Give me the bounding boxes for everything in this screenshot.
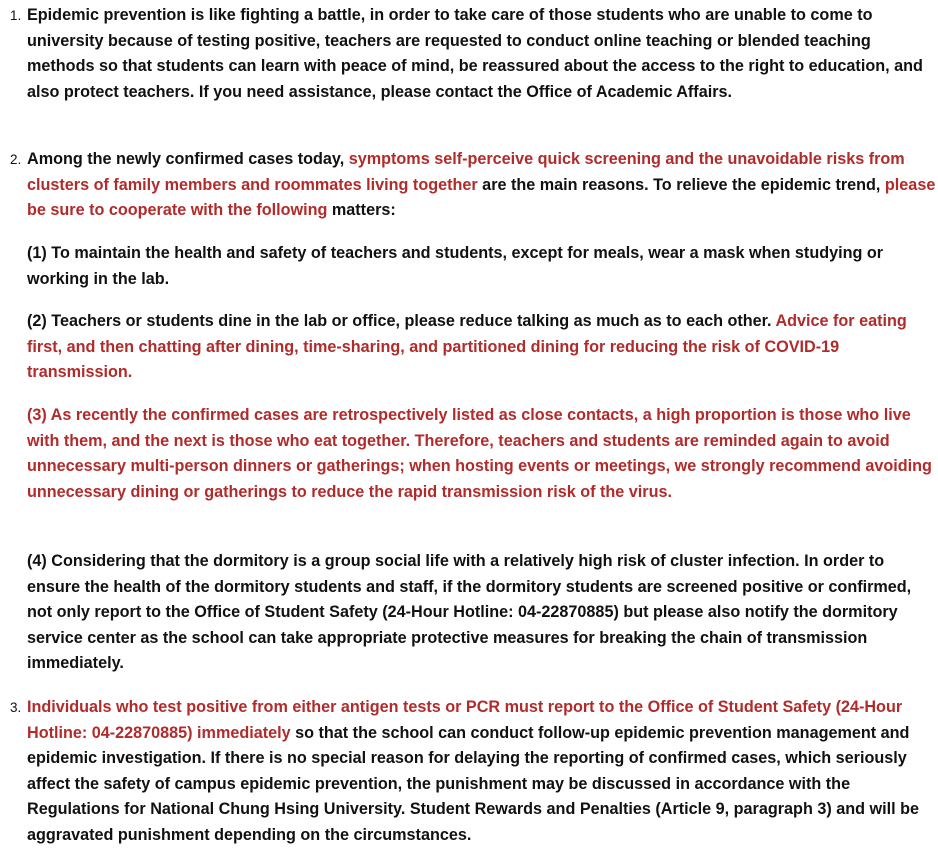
highlighted-text-segment: Individuals who test positive from either antigen tests or PCR must report to the Office of Student Safety (24-Hour Hotline: 04-22870885) immediately [27,698,903,742]
text-segment: matters: [327,201,396,220]
text-segment: (4) Considering that the dormitory is a group social life with a relatively high risk of cluster infection. In order to ensure the health of the dormitory students and staff, if the dormitory students are screened positive or confirmed, not only report to the Office of Student Safety (24-Hour Hotline: 04-22870885) but please also notify the dormitory service center as the school can take appropriate protective measures for breaking the chain of transmission immediately. [27,552,912,673]
list-item-text [27,3,936,105]
text-segment: Among the newly confirmed cases today, [27,150,349,168]
list-item-text [27,695,936,849]
sub-item-1 [0,241,938,292]
list-item-1 [0,3,938,105]
text-segment: so that the school can conduct follow-up epidemic prevention management and epidemic investigation. If there is no special reason for delaying the reporting of confirmed cases, which seriously affect the safety of campus epidemic prevention, the punishment may be discussed in accordance with the Regulations for National Chung Hsing University. Student Rewards and Penalties (Article 9, paragraph 3) and will be aggravated punishment depending on the circumstances. [27,723,919,844]
highlighted-text-segment: (3) As recently the confirmed cases are retrospectively listed as close contacts, a high proportion is those who live with them, and the next is those who eat together. Therefore, teachers and students are reminded again to avoid unnecessary multi-person dinners or gatherings; when hosting events or meetings, we strongly recommend avoiding unnecessary dining or gatherings to reduce the rapid transmission risk of the virus. [27,406,932,501]
text-segment: Epidemic prevention is like fighting a battle, in order to take care of those students who are unable to come to university because of testing positive, teachers are requested to conduct online teaching or blended teaching methods so that students can learn with peace of mind, be reassured about the access to the right to education, and also protect teachers. If you need assistance, please contact the Office of Academic Affairs. [27,6,923,101]
sub-item-3 [0,403,938,505]
list-item-2 [0,147,938,224]
sub-item-4 [0,549,938,677]
list-number: 3. [10,700,22,715]
list-item-text [27,147,936,224]
highlighted-text-segment: Advice for eating first, and then chatting after dining, time-sharing, and partitioned dining for reducing the risk of COVID-19 transmission. [27,312,907,382]
text-segment: (1) To maintain the health and safety of teachers and students, except for meals, wear a mask when studying or working in the lab. [27,244,884,288]
list-number: 1. [10,8,22,23]
highlighted-text-segment: please be sure to cooperate with the following [27,175,936,220]
list-number: 2. [10,152,22,167]
text-segment: (2) Teachers or students dine in the lab or office, please reduce talking as much as to each other. [27,312,776,330]
text-segment: are the main reasons. To relieve the epidemic trend, [477,175,885,194]
sub-item-2 [0,309,938,386]
list-item-3 [0,695,938,849]
highlighted-text-segment: symptoms self-perceive quick screening and the unavoidable risks from clusters of family members and roommates living together [27,150,905,194]
